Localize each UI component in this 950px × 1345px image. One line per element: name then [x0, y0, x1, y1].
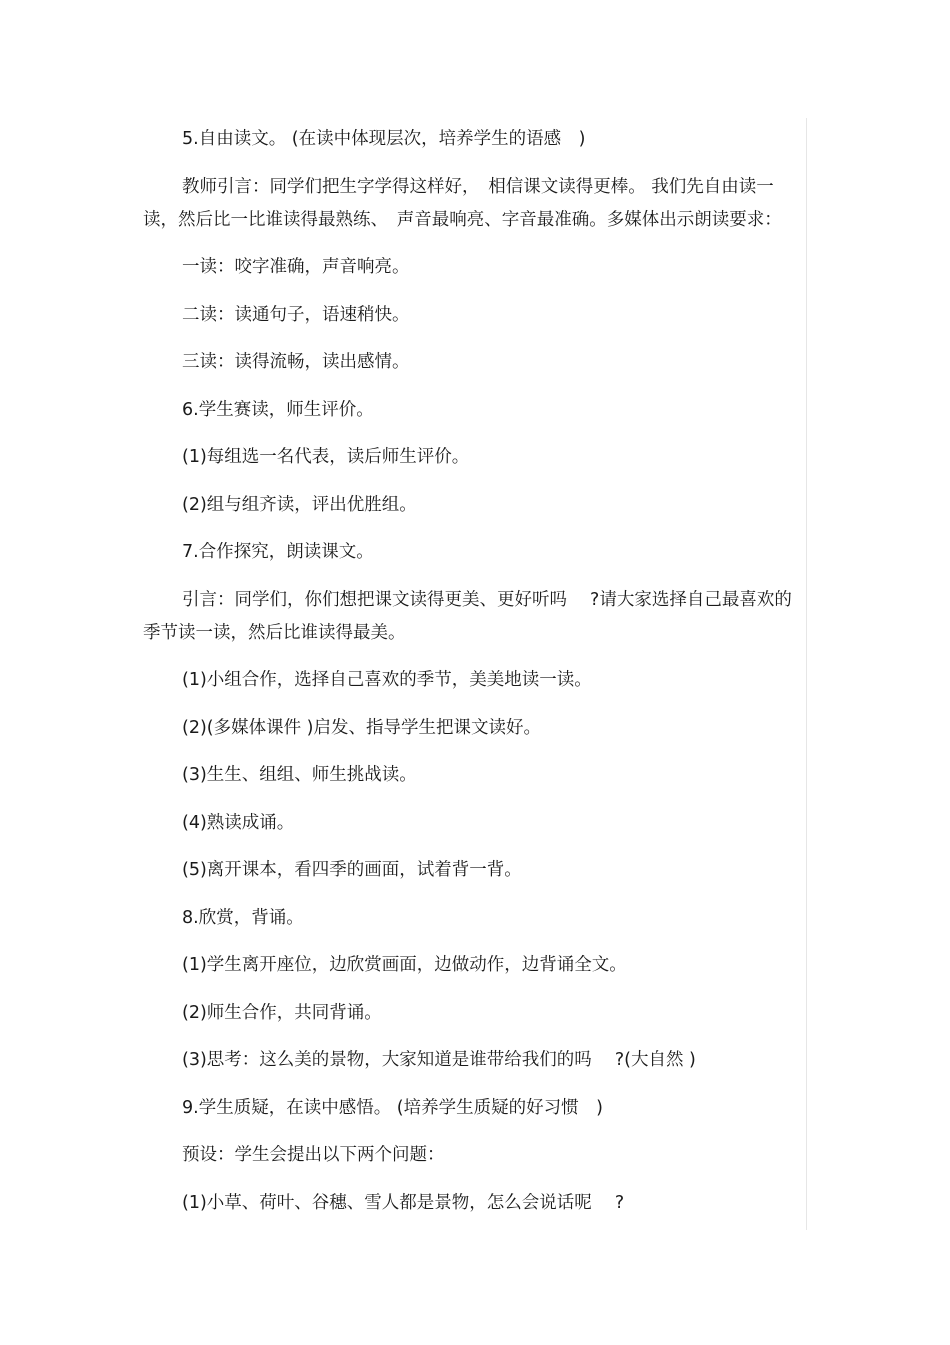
reading-requirement-3: 三读：读得流畅，读出感情。 — [182, 352, 410, 372]
step-8-item-1: (1)学生离开座位，边欣赏画面，边做动作，边背诵全文。 — [182, 955, 627, 975]
page-edge-line — [806, 118, 807, 1230]
step-9-heading: 9.学生质疑，在读中感悟。 (培养学生质疑的好习惯 ) — [182, 1097, 603, 1118]
step-6-item-2: (2)组与组齐读，评出优胜组。 — [182, 494, 417, 515]
step-7-item-5: (5)离开课本，看四季的画面，试着背一背。 — [182, 860, 522, 880]
step-7-heading: 7.合作探究，朗读课文。 — [182, 542, 374, 562]
step-7-item-3: (3)生生、组组、师生挑战读。 — [182, 765, 417, 785]
teacher-intro-paragraph: 教师引言：同学们把生字学得这样好， 相信课文读得更棒。 我们先自由读一读，然后比一比谁读得最熟练、 声音最响亮、字音最准确。多媒体出示朗读要求： — [143, 176, 782, 230]
reading-requirement-1: 一读：咬字准确，声音响亮。 — [182, 257, 410, 277]
step-9-question-1: (1)小草、荷叶、谷穗、雪人都是景物，怎么会说话呢 ? — [182, 1192, 625, 1213]
step-8-item-3: (3)思考：这么美的景物，大家知道是谁带给我们的吗 ?(大自然 ) — [182, 1050, 696, 1070]
step-7-intro-paragraph: 引言：同学们，你们想把课文读得更美、更好听吗 ?请大家选择自己最喜欢的季节读一读，然后比谁读得最美。 — [143, 589, 792, 643]
step-7-item-1: (1)小组合作，选择自己喜欢的季节，美美地读一读。 — [182, 670, 592, 690]
step-7-item-4: (4)熟读成诵。 — [182, 812, 295, 833]
step-5-heading: 5.自由读文。 (在读中体现层次，培养学生的语感 ) — [182, 129, 586, 149]
step-6-item-1: (1)每组选一名代表，读后师生评价。 — [182, 447, 470, 467]
step-9-preset: 预设：学生会提出以下两个问题： — [182, 1145, 445, 1165]
step-8-heading: 8.欣赏，背诵。 — [182, 907, 304, 928]
step-8-item-2: (2)师生合作，共同背诵。 — [182, 1002, 382, 1023]
document-body — [143, 123, 798, 1234]
step-7-item-2: (2)(多媒体课件 )启发、指导学生把课文读好。 — [182, 717, 542, 738]
step-6-heading: 6.学生赛读，师生评价。 — [182, 399, 374, 420]
reading-requirement-2: 二读：读通句子，语速稍快。 — [182, 304, 410, 325]
